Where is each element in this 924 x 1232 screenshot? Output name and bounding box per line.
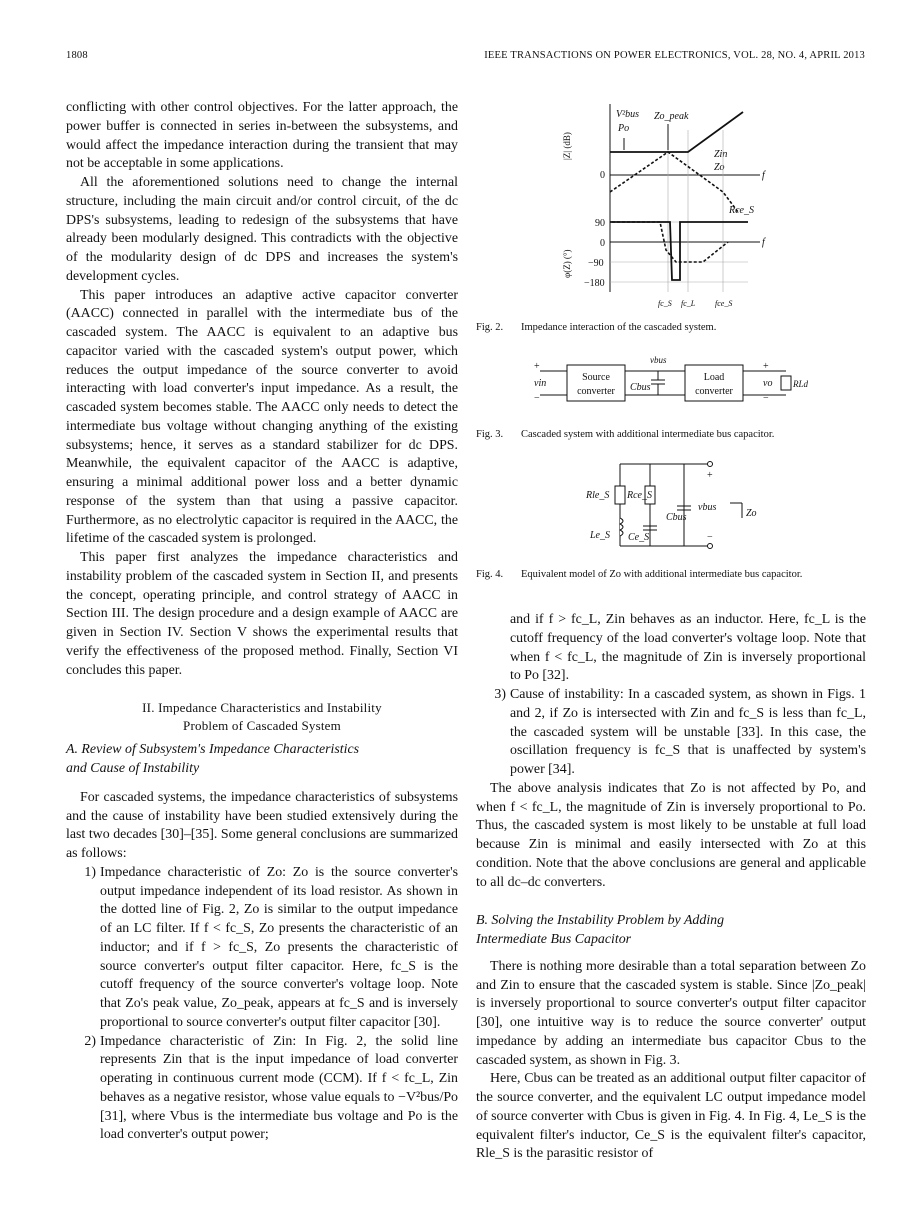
fig2-zo-magnitude-curve (610, 152, 738, 212)
subsection-heading (476, 912, 866, 950)
fig3-vin: vin (534, 378, 547, 389)
subsection-heading (66, 741, 458, 779)
fig2-freq-tick: fc_L (681, 299, 696, 308)
fig4-rce: Rce_S (627, 490, 652, 501)
list-text: Impedance characteristic of Zin: In Fig. 2, the solid line represents Zin that is the input impedance of load converter operating in continuous current mode (CCM). If f < fc_L, Zin behaves as a negative resistor, whose value equals to −V²bus/Po [31], where Vbus is the intermediate bus voltage and Po is the load converter's output power; (100, 1033, 458, 1143)
paragraph: Here, Cbus can be treated as an additional output filter capacitor of the source converter, and the equivalent LC output impedance model of source converter with Cbus is given in Fig. 4. In Fig. 4, Le_S is the equivalent filter's inductor, Ce_S is the equivalent filter's capacitor, Rle_S is the parasitic resistor of (476, 1071, 866, 1162)
fig3-vbus: vbus (650, 355, 667, 365)
fig2-zopeak-label: Zo_peak (654, 111, 689, 122)
fig2-zo-label: Zo (714, 162, 725, 173)
fig3-load-resistor (781, 376, 791, 390)
figure-2-impedance-plot (548, 100, 783, 310)
subsection-heading-line: and Cause of Instability (66, 761, 200, 776)
fig4-le: Le_S (590, 530, 610, 541)
section-heading-line: II. Impedance Characteristics and Instability (142, 700, 382, 716)
fig4-terminal (708, 462, 713, 467)
fig2-rce-label: Rce_S (729, 205, 754, 216)
fig4-terminal (708, 544, 713, 549)
paragraph: conflicting with other control objectives. For the latter approach, the power buffer is connected in series in-between the subsystems, and would affect the impedance interaction during the transient that may not be acceptable in some applications. (66, 100, 458, 172)
list-number: 1) (84, 864, 96, 880)
fig4-le-inductor (620, 518, 623, 536)
fig2-phase-axis-label: φ(Z) (°) (562, 249, 572, 278)
left-column (66, 99, 458, 1145)
paragraph: There is nothing more desirable than a total separation between Zo and Zin to ensure that the cascaded system is stable. Since |Zo_peak| is inversely proportional to source converter's output filter capacitor [30], one intuitive way is to reduce the source converter' output impedance by adding an intermediate bus capacitor Cbus to the cascaded system, as shown in Fig. 3. (476, 958, 866, 1068)
fig3-rld: RLd (793, 379, 809, 389)
fig4-cbus: Cbus (666, 512, 687, 523)
list-number-spacer (476, 611, 510, 686)
list-text: Cause of instability: In a cascaded system, as shown in Figs. 1 and 2, if Zo is intersected with Zin and fc_S is less than fc_L, the cascaded system will be unstable [33]. In this case, the oscillation frequency is fc_S that is unaffected by system's power [34]. (510, 687, 866, 777)
list-text: Impedance characteristic of Zo: Zo is the source converter's output impedance independent of its load resistor. As shown in the dotted line of Fig. 2, Zo is similar to the output impedance of an LC filter. If f < fc_S, Zo presents the characteristic of an inductor; and if f > fc_S, Zo presents the characteristic of source converter's output filter capacitor. Here, fc_S is the cutoff frequency of the source converter's voltage loop. Note that Zo's peak value, Zo_peak, appears at fc_S and is inversely proportional to source converter's output filter capacitor [30]. (100, 864, 458, 1030)
paragraph: The above analysis indicates that Zo is not affected by Po, and when f < fc_L, the magnitude of Zin is inversely proportional to Po. Thus, the cascaded system is most likely to be unstable at full load because Zin is minimal and easily intersected with Zo at this condition. Note that the above conclusions are general and applicable to all dc–dc converters. (476, 780, 866, 890)
list-item-continued (476, 611, 866, 686)
figure-4-equivalent-model (580, 458, 770, 554)
fig3-load-line1: Load (703, 372, 725, 383)
figure-label: Fig. 3. (476, 429, 504, 440)
paragraph: This paper first analyzes the impedance characteristics and instability problem of the cascaded system in Section II, and presents the concept, operating principle, and control strategy of AACC in Section III. The design procedure and a design example of AACC are given in Section IV. Section V shows the experimental results that verify the effectiveness of the proposed method. Finally, Section VI concludes this paper. (66, 550, 458, 678)
caption-text: Equivalent model of Zo with additional intermediate bus capacitor. (521, 569, 803, 580)
fig3-source-line2: converter (577, 386, 615, 397)
figure-3-caption (476, 429, 774, 440)
paragraph: All the aforementioned solutions need to change the internal structure, including the main circuit and/or control circuit, of the dc DPS's subsystems, leading to redesign of the subsystems that have already been modularly designed. This contradicts with the objective of the modularity design of dc DPS and increases the system's development cycles. (66, 175, 458, 284)
fig4-rle: Rle_S (586, 490, 610, 501)
fig2-mag-axis-label: |Z| (dB) (562, 132, 572, 160)
fig2-freq-tick: fce_S (715, 299, 733, 308)
figure-3-cascaded-system (534, 353, 814, 415)
fig4-zo: Zo (746, 508, 757, 519)
list-number: 3) (494, 687, 506, 702)
fig2-phase-tick: −180 (584, 278, 605, 289)
subsection-heading-line: B. Solving the Instability Problem by Adding (476, 913, 725, 929)
fig3-minus: − (763, 393, 769, 404)
list-item (476, 686, 866, 780)
fig3-minus: − (534, 393, 540, 404)
figure-4-caption (476, 569, 802, 580)
fig2-vbus-label: V²bus (616, 109, 639, 120)
section-heading (66, 699, 458, 735)
paragraph: For cascaded systems, the impedance characteristics of subsystems and the cause of instability have been studied extensively during the last two decades [30]–[35]. Some general conclusions are summarized as follows: (66, 789, 458, 861)
fig2-po-label: Po (618, 123, 630, 134)
fig4-minus: − (707, 532, 713, 543)
list-text: and if f > fc_L, Zin behaves as an inductor. Here, fc_L is the cutoff frequency of the load converter's voltage loop. Note that when f < fc_L, the magnitude of Zin is inversely proportional to Po [32]. (510, 612, 866, 684)
figure-label: Fig. 4. (476, 569, 504, 580)
journal-header: IEEE TRANSACTIONS ON POWER ELECTRONICS, VOL. 28, NO. 4, APRIL 2013 (484, 50, 865, 61)
fig4-ce: Ce_S (628, 532, 650, 543)
fig2-phase-tick: −90 (588, 258, 604, 269)
fig2-zin-phase-curve (610, 222, 748, 280)
fig4-plus: + (707, 470, 713, 481)
caption-text: Impedance interaction of the cascaded system. (521, 322, 717, 333)
fig3-plus: + (763, 361, 769, 372)
fig2-f-label: f (762, 237, 765, 248)
fig2-phase-tick: 90 (595, 218, 605, 229)
subsection-heading-line: Intermediate Bus Capacitor (476, 932, 632, 947)
caption-text: Cascaded system with additional intermediate bus capacitor. (521, 429, 775, 440)
figure-label: Fig. 2. (476, 322, 504, 333)
subsection-heading-line: A. Review of Subsystem's Impedance Characteristics (66, 742, 360, 758)
fig3-vo: vo (763, 378, 773, 389)
fig3-load-line2: converter (695, 386, 733, 397)
page-number: 1808 (66, 50, 88, 61)
fig2-mag-zero: 0 (600, 170, 605, 181)
list-number: 2) (84, 1033, 96, 1049)
paragraph: This paper introduces an adaptive active capacitor converter (AACC) connected in parallel with the intermediate bus of the cascaded system. The AACC is equivalent to an adaptive bus capacitor varied with the cascaded system's output power, which reduces the output impedance of the source converter to avoid interacting with load converter's input impedance. As a result, the cascaded system becomes stable. The AACC only needs to detect the intermediate bus voltage without changing anything of the existing subsystems; hence, it serves as a standard stabilizer for dc DPS. Meanwhile, the equivalent capacitor of the AACC is adaptive, ensuring a minimal additional power loss and a better dynamic response of the system than that using a passive capacitor. Furthermore, as no electrolytic capacitor is required in the AACC, the lifetime of the cascaded system is prolonged. (66, 287, 458, 547)
fig3-cbus: Cbus (630, 382, 651, 393)
fig4-vbus: vbus (698, 502, 717, 513)
fig2-zin-label: Zin (714, 149, 728, 160)
fig3-source-line1: Source (582, 372, 610, 383)
fig4-rle-resistor (615, 486, 625, 504)
fig2-phase-tick: 0 (600, 238, 605, 249)
right-column (476, 611, 866, 1164)
list-item (66, 1033, 458, 1146)
fig2-f-label: f (762, 170, 765, 181)
figure-2-caption (476, 322, 716, 333)
fig2-freq-tick: fc_S (658, 299, 672, 308)
list-item (66, 864, 458, 1033)
section-heading-line: Problem of Cascaded System (183, 718, 341, 734)
fig3-plus: + (534, 361, 540, 372)
